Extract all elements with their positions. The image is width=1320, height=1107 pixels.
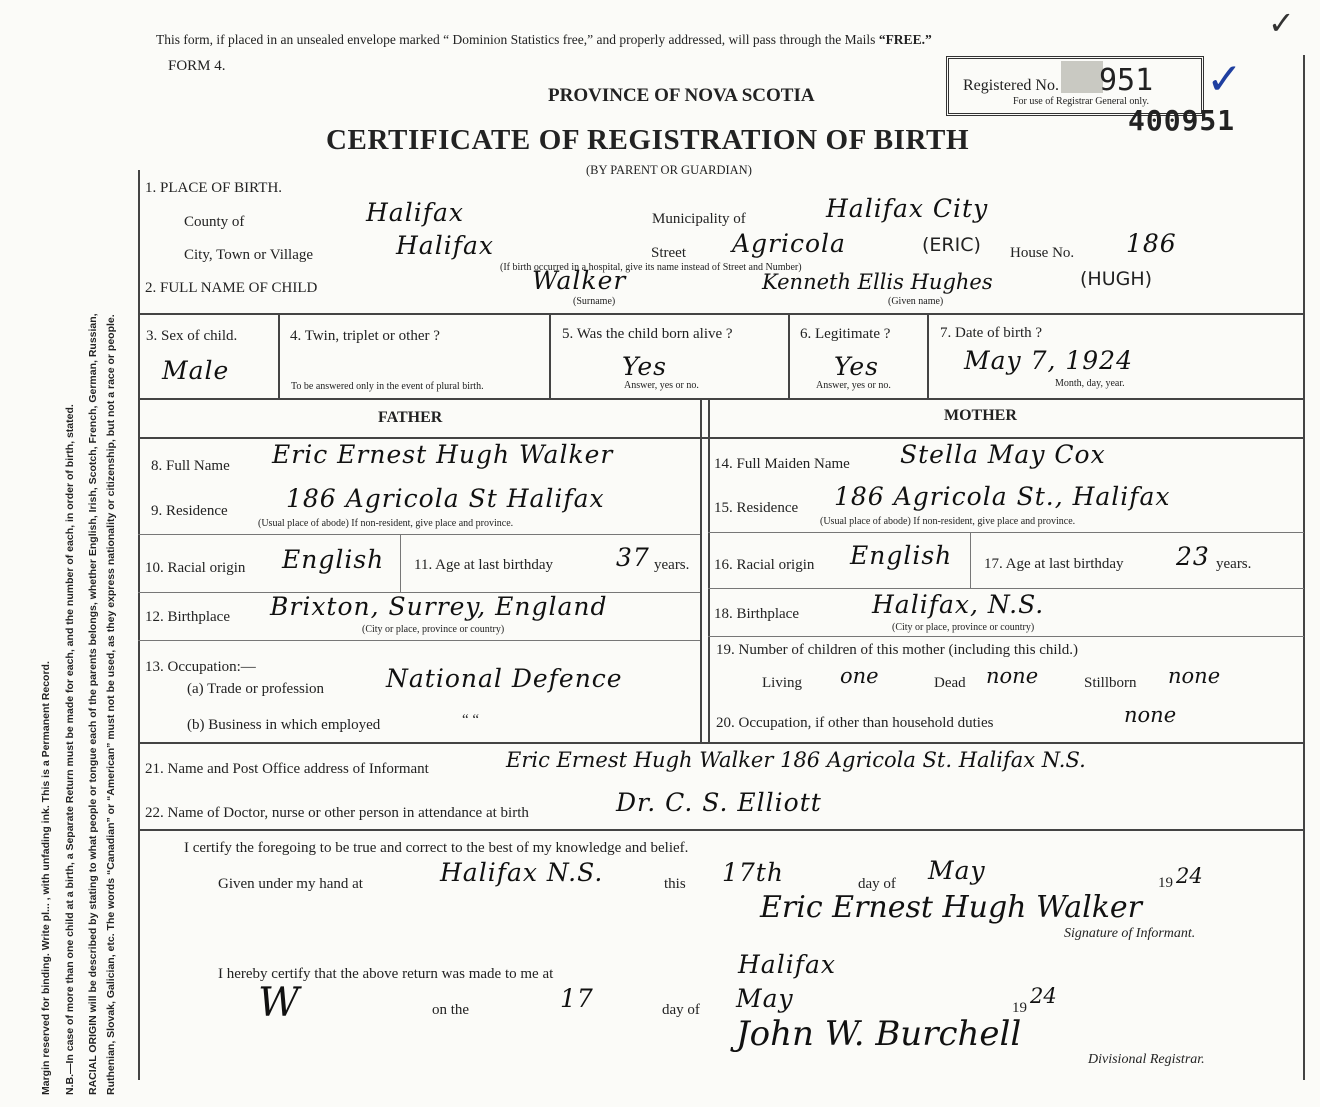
informant-signature-caption: Signature of Informant. — [1064, 926, 1196, 941]
father-birthplace-value: Brixton, Surrey, England — [270, 592, 608, 621]
registered-number: 951 — [1099, 63, 1154, 98]
street-value: Agricola — [732, 229, 846, 258]
given-month: May — [928, 856, 986, 885]
mother-racial-label: 16. Racial origin — [714, 557, 815, 573]
father-trade-value: National Defence — [386, 664, 623, 693]
on-the-label: on the — [432, 1002, 470, 1018]
house-value: 186 — [1126, 229, 1177, 258]
mother-age-value: 23 — [1176, 542, 1210, 571]
father-age-value: 37 — [616, 543, 650, 572]
doctor-value: Dr. C. S. Elliott — [616, 788, 822, 817]
twin-note: To be answered only in the event of plural birth. — [291, 381, 484, 392]
informant-signature: Eric Ernest Hugh Walker — [760, 890, 1143, 925]
legitimate-note: Answer, yes or no. — [816, 380, 891, 391]
given-year: 24 — [1176, 864, 1203, 888]
day-of-label: day of — [858, 876, 896, 892]
given-under-label: Given under my hand at — [218, 876, 363, 892]
house-label: House No. — [1010, 245, 1075, 261]
twin-label: 4. Twin, triplet or other ? — [290, 328, 440, 344]
registration-month: May — [736, 984, 794, 1013]
dob-note: Month, day, year. — [1055, 378, 1125, 389]
mother-age-label: 17. Age at last birthday — [984, 556, 1124, 572]
father-occupation-label: 13. Occupation:— — [145, 659, 256, 675]
stamped-number: 400951 — [1128, 104, 1236, 137]
father-name-label: 8. Full Name — [151, 458, 230, 474]
father-business-label: (b) Business in which employed — [187, 717, 381, 733]
legitimate-label: 6. Legitimate ? — [800, 326, 891, 342]
registration-year: 24 — [1030, 984, 1057, 1008]
child-name-label: 2. FULL NAME OF CHILD — [145, 280, 318, 296]
dob-label: 7. Date of birth ? — [940, 325, 1043, 341]
father-heading: FATHER — [378, 409, 443, 426]
surname-caption: (Surname) — [573, 296, 616, 307]
stillborn-value: none — [1168, 664, 1221, 688]
city-label: City, Town or Village — [184, 247, 314, 263]
margin-note-2: N.B.—In case of more than one child at a birth, a Separate Return must be made for each, and the number of each, in order of birth, stated. — [64, 404, 76, 1095]
mother-birthplace-label: 18. Birthplace — [714, 606, 799, 622]
given-name-caption: (Given name) — [888, 296, 944, 307]
hugh-annotation: (HUGH) — [1080, 268, 1153, 290]
registered-label: Registered No. — [963, 77, 1059, 94]
father-birthplace-note: (City or place, province or country) — [362, 624, 505, 635]
stamp-smudge — [1061, 61, 1103, 93]
eric-annotation: (ERIC) — [922, 234, 981, 256]
corner-check-icon: ✓ — [1268, 4, 1295, 42]
street-label: Street — [651, 245, 686, 261]
father-years: years. — [654, 557, 690, 573]
mother-residence-value: 186 Agricola St., Halifax — [834, 482, 1171, 511]
margin-note-1: Margin reserved for binding. Write pl... , with unfading ink. This is a Permanent Record. — [40, 661, 52, 1095]
registration-year-prefix: 19 — [1012, 1000, 1027, 1016]
form-border — [138, 170, 1304, 1080]
registration-day: 17 — [560, 984, 594, 1013]
doctor-label: 22. Name of Doctor, nurse or other person in attendance at birth — [145, 805, 529, 821]
mother-heading: MOTHER — [944, 407, 1017, 424]
registrar-initial: W — [258, 980, 300, 1026]
father-racial-label: 10. Racial origin — [145, 560, 246, 576]
father-age-label: 11. Age at last birthday — [414, 557, 553, 573]
margin-note-4: Ruthenian, Slovak, Galician, etc. The words “Canadian” or “American” must not be used, as they express nationality or citizenship, but not a race or people. — [105, 314, 117, 1095]
mother-years: years. — [1216, 556, 1252, 572]
hospital-note: (If birth occurred in a hospital, give its name instead of Street and Number) — [500, 262, 802, 273]
page-subtitle: (BY PARENT OR GUARDIAN) — [586, 163, 752, 177]
municipality-value: Halifax City — [826, 194, 989, 223]
mother-name-label: 14. Full Maiden Name — [714, 456, 850, 472]
living-label: Living — [762, 675, 802, 691]
given-place: Halifax N.S. — [440, 858, 604, 887]
registrar-certify-label: I hereby certify that the above return was made to me at — [218, 966, 554, 982]
mother-children-label: 19. Number of children of this mother (including this child.) — [716, 642, 1079, 658]
father-name-value: Eric Ernest Hugh Walker — [272, 440, 614, 469]
page-title: CERTIFICATE OF REGISTRATION OF BIRTH — [326, 124, 970, 156]
mother-residence-label: 15. Residence — [714, 500, 799, 516]
father-residence-value: 186 Agricola St Halifax — [286, 484, 605, 513]
father-business-value: “ “ — [462, 712, 480, 728]
father-residence-label: 9. Residence — [151, 503, 228, 519]
mother-abode-note: (Usual place of abode) If non-resident, give place and province. — [820, 516, 1076, 527]
county-label: County of — [184, 214, 245, 230]
registrar-use-note: For use of Registrar General only. — [1013, 96, 1149, 107]
informant-label: 21. Name and Post Office address of Informant — [145, 761, 429, 777]
father-trade-label: (a) Trade or profession — [187, 681, 325, 697]
alive-note: Answer, yes or no. — [624, 380, 699, 391]
alive-label: 5. Was the child born alive ? — [562, 326, 733, 342]
dob-value: May 7, 1924 — [964, 346, 1133, 375]
sex-label: 3. Sex of child. — [146, 328, 238, 344]
registrar-place: Halifax — [738, 950, 836, 979]
dead-label: Dead — [934, 675, 966, 691]
alive-value: Yes — [622, 352, 667, 381]
mother-occupation-label: 20. Occupation, if other than household duties — [716, 715, 994, 731]
this-label: this — [664, 876, 686, 892]
father-abode-note: (Usual place of abode) If non-resident, give place and province. — [258, 518, 514, 529]
county-value: Halifax — [366, 198, 464, 227]
legitimate-value: Yes — [834, 352, 879, 381]
sex-value: Male — [162, 356, 230, 385]
father-birthplace-label: 12. Birthplace — [145, 609, 230, 625]
form-number: FORM 4. — [168, 58, 226, 74]
mother-racial-value: English — [850, 541, 953, 570]
dead-value: none — [986, 664, 1039, 688]
mother-name-value: Stella May Cox — [900, 440, 1106, 469]
living-value: one — [840, 664, 879, 688]
mail-notice: This form, if placed in an unsealed envelope marked “ Dominion Statistics free,” and properly addressed, will pass through the Mails “FREE.” — [156, 32, 932, 47]
mother-birthplace-note: (City or place, province or country) — [892, 622, 1035, 633]
registration-day-of-label: day of — [662, 1002, 700, 1018]
margin-note-3: RACIAL ORIGIN will be described by stating to what people or tongue each of the parents belongs, whether English, Irish, Scotch, French, German, Russian, — [87, 313, 99, 1095]
year-prefix: 19 — [1158, 875, 1173, 891]
province-heading: PROVINCE OF NOVA SCOTIA — [548, 85, 815, 106]
municipality-label: Municipality of — [652, 211, 746, 227]
mother-occupation-value: none — [1124, 703, 1177, 727]
blue-check-icon: ✓ — [1206, 54, 1243, 105]
father-racial-value: English — [282, 545, 385, 574]
registrar-signature: John W. Burchell — [736, 1014, 1022, 1054]
child-given-name: Kenneth Ellis Hughes — [762, 270, 993, 294]
place-of-birth-heading: 1. PLACE OF BIRTH. — [145, 180, 283, 196]
child-surname: Walker — [532, 266, 627, 295]
given-day: 17th — [722, 858, 784, 887]
certify-statement: I certify the foregoing to be true and correct to the best of my knowledge and belief. — [184, 840, 689, 856]
stillborn-label: Stillborn — [1084, 675, 1137, 691]
mother-birthplace-value: Halifax, N.S. — [872, 590, 1045, 619]
city-value: Halifax — [396, 231, 494, 260]
informant-value: Eric Ernest Hugh Walker 186 Agricola St. Halifax N.S. — [506, 748, 1086, 772]
registrar-caption: Divisional Registrar. — [1088, 1052, 1205, 1067]
